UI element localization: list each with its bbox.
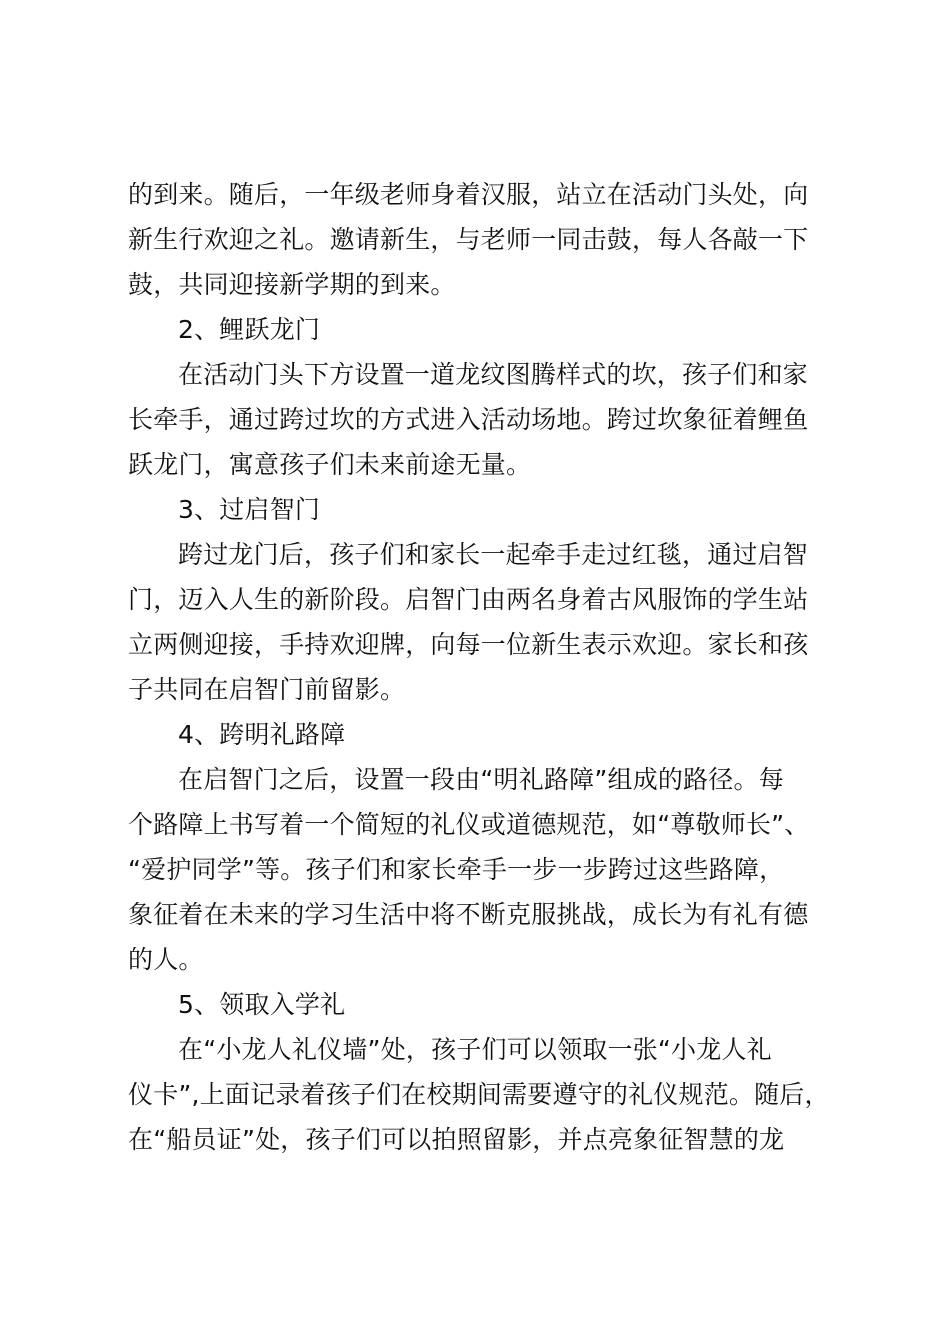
paragraph-line: 子共同在启智门前留影。 [128,675,406,704]
section-heading: 5、领取入学礼 [178,990,346,1019]
paragraph-line: 跨过龙门后，孩子们和家长一起牵手走过红毯，通过启智 [178,540,809,569]
paragraph-line: 立两侧迎接，手持欢迎牌，向每一位新生表示欢迎。家长和孩 [128,630,809,659]
paragraph-line: 的人。 [128,945,204,974]
paragraph-line: 的到来。随后，一年级老师身着汉服，站立在活动门头处，向 [128,180,809,209]
section-heading: 4、跨明礼路障 [178,720,346,749]
paragraph-line: 在启智门之后，设置一段由“明礼路障”组成的路径。每 [178,765,784,794]
paragraph-line: 仪卡”,上面记录着孩子们在校期间需要遵守的礼仪规范。随后， [128,1080,830,1109]
paragraph-line: 鼓，共同迎接新学期的到来。 [128,270,456,299]
paragraph-line: 门，迈入人生的新阶段。启智门由两名身着古风服饰的学生站 [128,585,809,614]
paragraph-line: 长牵手，通过跨过坎的方式进入活动场地。跨过坎象征着鲤鱼 [128,405,809,434]
paragraph-line: 在“小龙人礼仪墙”处，孩子们可以领取一张“小龙人礼 [178,1035,772,1064]
paragraph-line: 新生行欢迎之礼。邀请新生，与老师一同击鼓，每人各敲一下 [128,225,809,254]
document-body [128,172,840,1162]
paragraph-line: 个路障上书写着一个简短的礼仪或道德规范，如“尊敬师长”、 [128,810,810,839]
section-heading: 2、鲤跃龙门 [178,315,321,344]
paragraph-line: 在活动门头下方设置一道龙纹图腾样式的坎，孩子们和家 [178,360,809,389]
paragraph-line: 跃龙门，寓意孩子们未来前途无量。 [128,450,532,479]
paragraph-line: 象征着在未来的学习生活中将不断克服挑战，成长为有礼有德 [128,900,809,929]
paragraph-line: 在“船员证”处，孩子们可以拍照留影，并点亮象征智慧的龙 [128,1125,785,1154]
paragraph-line: “爱护同学”等。孩子们和家长牵手一步一步跨过这些路障， [128,855,785,884]
section-heading: 3、过启智门 [178,495,321,524]
